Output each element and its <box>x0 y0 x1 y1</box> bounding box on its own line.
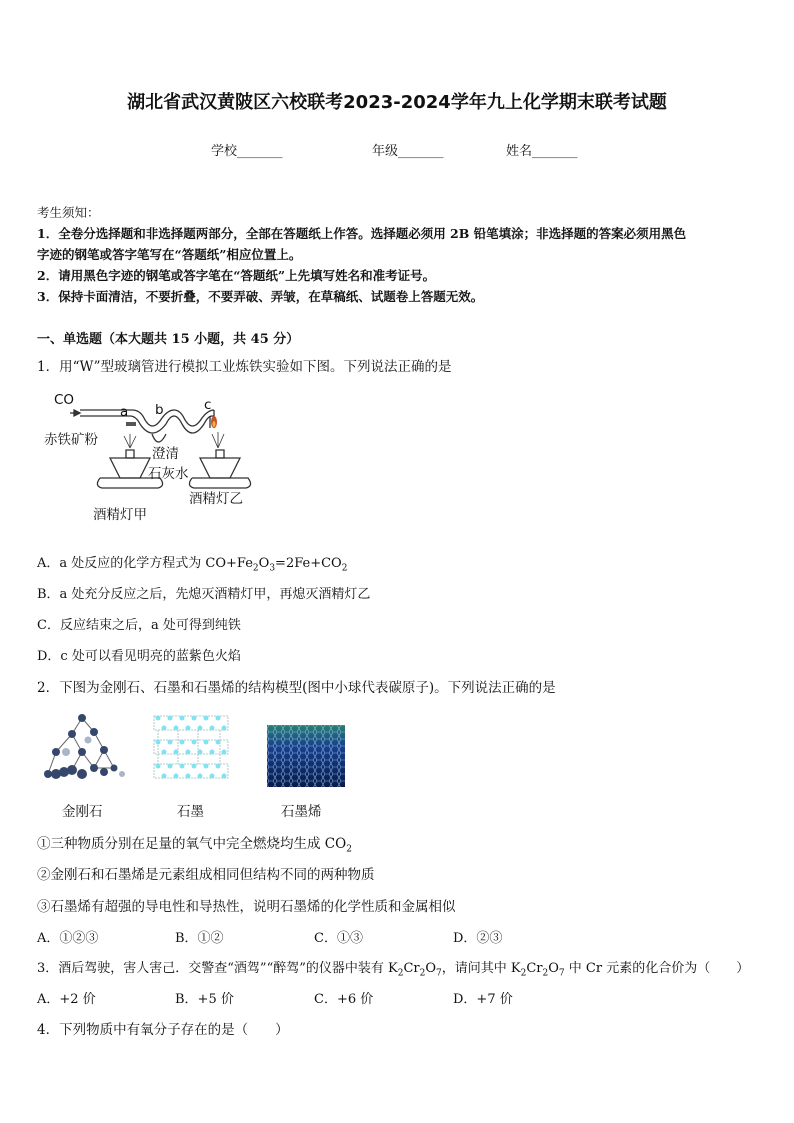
fig1-lampA-label: 酒精灯甲 <box>93 507 147 523</box>
fig1-lampB-label: 酒精灯乙 <box>189 491 243 507</box>
q1-option-c: C．反应结束之后，a 处可得到纯铁 <box>37 618 241 633</box>
q2-option-a: A．①②③ <box>37 931 99 946</box>
q2-option-c: C．①③ <box>314 931 363 946</box>
q2-statement-2: ②金刚石和石墨烯是元素组成相同但结构不同的两种物质 <box>37 867 375 883</box>
fig1-b-label: b <box>155 402 164 418</box>
q3-option-a: A．+2 价 <box>37 992 96 1007</box>
q3-stem: 3．酒后驾驶，害人害己．交警查“酒驾”“醉驾”的仪器中装有 $K_2Cr_2O_7$，请问其中 $K_2Cr_2O_7$ 中 Cr 元素的化合价为（ ） <box>37 961 750 979</box>
school-field: 学校_______ <box>211 144 283 159</box>
q3-option-b: B．+5 价 <box>175 992 234 1007</box>
fig1-lime-label-1: 澄清 <box>152 446 179 462</box>
q2-statement-3: ③石墨烯有超强的导电性和导热性，说明石墨烯的化学性质和金属相似 <box>37 899 456 915</box>
graphite-model-image <box>148 710 236 786</box>
graphite-caption: 石墨 <box>177 804 204 820</box>
q2-statement-1: ①三种物质分别在足量的氧气中完全燃烧均生成 $CO_2$ <box>37 836 352 855</box>
notice-line-3: 3．保持卡面清洁，不要折叠，不要弄破、弄皱，在草稿纸、试题卷上答题无效。 <box>37 289 484 304</box>
q3-option-c: C．+6 价 <box>314 992 374 1007</box>
grade-field: 年级_______ <box>372 144 444 159</box>
q2-stem: 2．下图为金刚石、石墨和石墨烯的结构模型(图中小球代表碳原子)。下列说法正确的是 <box>37 680 556 696</box>
q1-option-b: B．a 处充分反应之后，先熄灭酒精灯甲，再熄灭酒精灯乙 <box>37 587 371 602</box>
graphene-caption: 石墨烯 <box>281 804 322 820</box>
q1-option-a: A．a 处反应的化学方程式为 $CO+Fe_2O_3=2Fe+CO_2$ <box>37 556 348 574</box>
q2-option-d: D．②③ <box>453 931 503 946</box>
diamond-caption: 金刚石 <box>62 804 103 820</box>
q4-stem: 4．下列物质中有氧分子存在的是（ ） <box>37 1022 289 1038</box>
notice-line-1a: 1．全卷分选择题和非选择题两部分，全部在答题纸上作答。选择题必须用 2B 铅笔填涂；非选择题的答案必须用黑色 <box>37 226 687 241</box>
section-heading: 一、单选题（本大题共 15 小题，共 45 分） <box>37 332 300 347</box>
q1-stem: 1．用“W”型玻璃管进行模拟工业炼铁实验如下图。下列说法正确的是 <box>37 359 452 375</box>
diamond-model-image <box>42 712 127 787</box>
notice-line-2: 2．请用黑色字迹的钢笔或答字笔在“答题纸”上先填写姓名和准考证号。 <box>37 268 436 283</box>
fig1-c-label: c <box>204 397 212 413</box>
fig1-lime-label-2: 石灰水 <box>148 466 189 482</box>
fig1-co-label: CO <box>54 392 75 408</box>
fig1-ore-label: 赤铁矿粉 <box>44 432 98 448</box>
notice-heading: 考生须知： <box>37 205 100 220</box>
notice-line-1b: 字迹的钢笔或答字笔写在“答题纸”相应位置上。 <box>37 247 302 262</box>
name-field: 姓名_______ <box>506 144 578 159</box>
q2-option-b: B．①② <box>175 931 224 946</box>
graphene-model-image <box>267 725 345 787</box>
q3-option-d: D．+7 价 <box>453 992 513 1007</box>
fig1-a-label: a <box>120 404 129 420</box>
q1-option-d: D．c 处可以看见明亮的蓝紫色火焰 <box>37 649 241 664</box>
page-title: 湖北省武汉黄陂区六校联考2023-2024学年九上化学期末联考试题 <box>127 92 667 113</box>
